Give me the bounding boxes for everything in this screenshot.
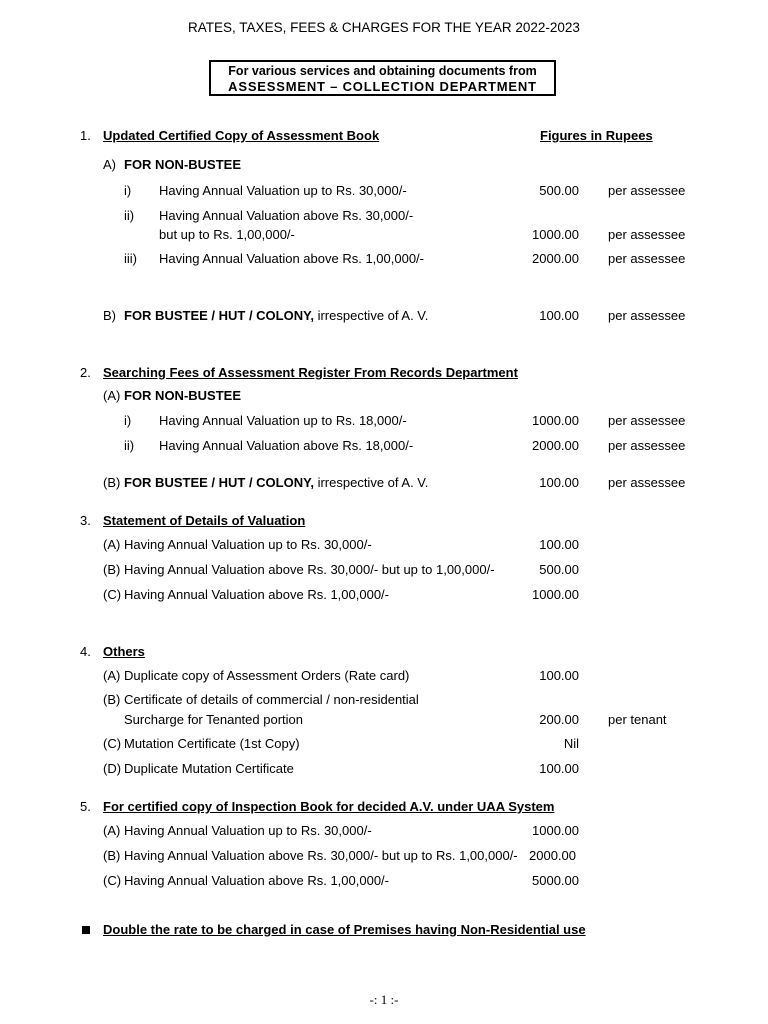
department-box-line2: ASSESSMENT – COLLECTION DEPARTMENT <box>228 79 537 94</box>
item-label: (C) <box>103 587 122 602</box>
item-text-continued: but up to Rs. 1,00,000/- <box>159 227 295 242</box>
item-text: Having Annual Valuation up to Rs. 30,000/- <box>124 823 372 838</box>
item-label: (A) <box>103 668 121 683</box>
item-amount: 200.00 <box>539 712 579 727</box>
item-unit: per assessee <box>608 251 686 266</box>
item-amount: 1000.00 <box>532 227 579 242</box>
section4-number: 4. <box>80 644 91 659</box>
section1-b-line <box>124 308 428 324</box>
item-amount: 5000.00 <box>532 873 579 888</box>
item-unit: per assessee <box>608 183 686 198</box>
department-box <box>209 60 556 96</box>
item-text: Having Annual Valuation up to Rs. 30,000/- <box>159 183 407 198</box>
section2-b-line <box>124 475 428 491</box>
section5-heading: For certified copy of Inspection Book for decided A.V. under UAA System <box>103 799 555 814</box>
section1-b-label: B) <box>103 308 116 323</box>
section3-heading: Statement of Details of Valuation <box>103 513 306 528</box>
item-text: Mutation Certificate (1st Copy) <box>124 736 300 751</box>
item-text: Having Annual Valuation above Rs. 1,00,000/- <box>159 251 424 266</box>
section2-a-heading: FOR NON-BUSTEE <box>124 388 241 403</box>
item-label: (A) <box>103 823 121 838</box>
item-text: Having Annual Valuation above Rs. 30,000/- but up to Rs. 1,00,000/- <box>124 848 518 863</box>
section2-number: 2. <box>80 365 91 380</box>
section2-a-label: (A) <box>103 388 121 403</box>
item-amount: 500.00 <box>539 183 579 198</box>
section4-heading: Others <box>103 644 145 659</box>
item-unit: per assessee <box>608 438 686 453</box>
department-box-line1: For various services and obtaining documents from <box>228 64 537 78</box>
item-text: Having Annual Valuation above Rs. 30,000/- but up to 1,00,000/- <box>124 562 495 577</box>
section2-b-heading: FOR BUSTEE / HUT / COLONY, <box>124 475 314 490</box>
item-index: ii) <box>124 438 135 453</box>
item-index: i) <box>124 413 132 428</box>
item-unit: per assessee <box>608 227 686 242</box>
item-label: (B) <box>103 692 121 707</box>
figures-in-rupees-label: Figures in Rupees <box>540 128 653 143</box>
section1-a-heading: FOR NON-BUSTEE <box>124 157 241 172</box>
item-label: (D) <box>103 761 122 776</box>
item-text: Duplicate copy of Assessment Orders (Rate card) <box>124 668 410 683</box>
item-text: Having Annual Valuation up to Rs. 30,000/- <box>124 537 372 552</box>
item-text: Having Annual Valuation above Rs. 1,00,000/- <box>124 587 389 602</box>
item-index: ii) <box>124 208 135 223</box>
item-text: Having Annual Valuation above Rs. 1,00,000/- <box>124 873 389 888</box>
item-amount: 100.00 <box>539 761 579 776</box>
page-number: -: 1 :- <box>369 992 399 1007</box>
section5-number: 5. <box>80 799 91 814</box>
item-text: Duplicate Mutation Certificate <box>124 761 294 776</box>
section1-heading: Updated Certified Copy of Assessment Book <box>103 128 380 143</box>
section1-b-amount: 100.00 <box>539 308 579 323</box>
item-index: i) <box>124 183 132 198</box>
item-label: (B) <box>103 848 121 863</box>
item-label: (C) <box>103 873 122 888</box>
section1-a-label: A) <box>103 157 116 172</box>
item-text: Having Annual Valuation above Rs. 30,000/- <box>159 208 414 223</box>
item-amount: 100.00 <box>539 668 579 683</box>
item-text: Having Annual Valuation up to Rs. 18,000/- <box>159 413 407 428</box>
section3-number: 3. <box>80 513 91 528</box>
section1-number: 1. <box>80 128 91 143</box>
section1-b-rest: irrespective of A. V. <box>313 308 429 323</box>
section2-b-amount: 100.00 <box>539 475 579 490</box>
item-amount: 1000.00 <box>532 823 579 838</box>
section1-b-unit: per assessee <box>608 308 686 323</box>
item-index: iii) <box>124 251 137 266</box>
item-text-continued: Surcharge for Tenanted portion <box>124 712 303 727</box>
item-unit: per tenant <box>608 712 667 727</box>
page-title: RATES, TAXES, FEES & CHARGES FOR THE YEAR 2022-2023 <box>188 20 580 35</box>
section1-b-heading: FOR BUSTEE / HUT / COLONY, <box>124 308 314 323</box>
item-amount: 500.00 <box>539 562 579 577</box>
bullet-square-icon <box>82 926 90 934</box>
item-amount: 2000.00 <box>529 848 576 863</box>
item-text: Having Annual Valuation above Rs. 18,000/- <box>159 438 414 453</box>
item-label: (B) <box>103 562 121 577</box>
item-amount: 2000.00 <box>532 251 579 266</box>
section2-b-label: (B) <box>103 475 121 490</box>
item-amount: 2000.00 <box>532 438 579 453</box>
item-amount: 1000.00 <box>532 587 579 602</box>
item-label: (A) <box>103 537 121 552</box>
item-amount: 100.00 <box>539 537 579 552</box>
section2-heading: Searching Fees of Assessment Register From Records Department <box>103 365 518 380</box>
non-residential-note: Double the rate to be charged in case of Premises having Non-Residential use <box>103 922 586 937</box>
item-amount: Nil <box>563 736 579 751</box>
section2-b-rest: irrespective of A. V. <box>313 475 429 490</box>
item-unit: per assessee <box>608 413 686 428</box>
item-text: Certificate of details of commercial / non-residential <box>124 692 419 707</box>
item-amount: 1000.00 <box>532 413 579 428</box>
section2-b-unit: per assessee <box>608 475 686 490</box>
item-label: (C) <box>103 736 122 751</box>
